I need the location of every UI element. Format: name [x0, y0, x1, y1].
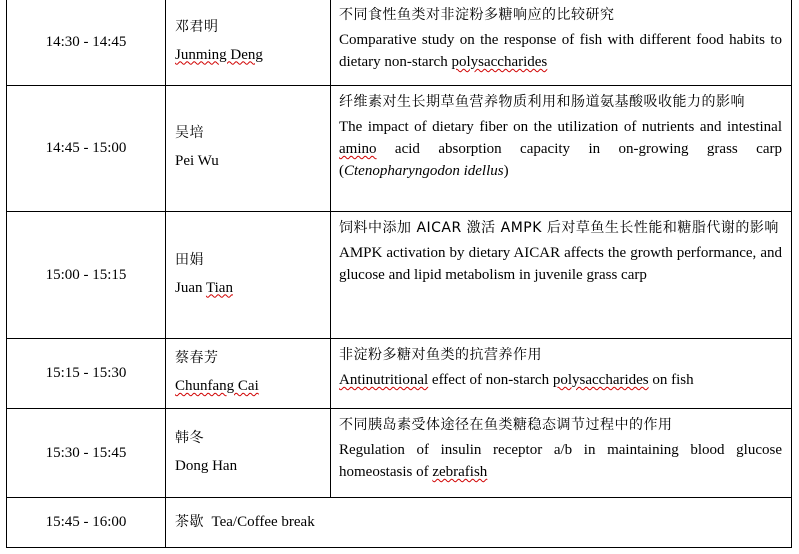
break-label [166, 498, 792, 548]
spellcheck-word: polysaccharides [451, 54, 548, 70]
speaker-name-zh: 邓君明 [175, 18, 219, 35]
talk-title-zh: 饲料中添加 AICAR 激活 AMPK 后对草鱼生长性能和糖脂代谢的影响 [339, 220, 779, 236]
break-label-zh: 茶歇 [175, 514, 204, 530]
speaker-cell [166, 339, 331, 409]
talk-title-en: Antinutritional effect of non-starch polysaccharides on fish [339, 372, 694, 388]
talk-title-en: Comparative study on the response of fish with different food habits to dietary non-starch polysaccharides [339, 32, 782, 70]
table-row [7, 86, 792, 212]
talk-cell [331, 0, 792, 86]
speaker-name-zh: 田娟 [175, 251, 204, 268]
break-row [7, 498, 792, 548]
speaker-cell [166, 409, 331, 498]
speaker-name-en: Pei Wu [175, 153, 219, 169]
speaker-name-en: Chunfang Cai [175, 378, 259, 394]
time-slot: 15:30 - 15:45 [7, 409, 166, 498]
talk-title-zh: 纤维素对生长期草鱼营养物质利用和肠道氨基酸吸收能力的影响 [339, 94, 745, 110]
speaker-cell [166, 212, 331, 339]
time-slot: 14:30 - 14:45 [7, 0, 166, 86]
time-slot: 15:00 - 15:15 [7, 212, 166, 339]
time-slot: 15:45 - 16:00 [7, 498, 166, 548]
speaker-name-en: Juan Tian [175, 279, 233, 296]
talk-title-en: The impact of dietary fiber on the utilization of nutrients and intestinal amino acid absorption capacity in on-growing grass carp (Ctenopharyngodon idellus) [339, 119, 782, 179]
speaker-name-en: Dong Han [175, 457, 238, 474]
talk-title-zh: 不同胰岛素受体途径在鱼类糖稳态调节过程中的作用 [339, 417, 673, 433]
talk-title-zh: 不同食性鱼类对非淀粉多糖响应的比较研究 [339, 7, 615, 23]
talk-title-zh: 非淀粉多糖对鱼类的抗营养作用 [339, 347, 542, 363]
speaker-cell [166, 0, 331, 86]
table-row [7, 409, 792, 498]
talk-cell [331, 86, 792, 212]
talk-title-en: AMPK activation by dietary AICAR affects the growth performance, and glucose and lipid metabolism in juvenile grass carp [339, 245, 782, 283]
break-label-en: Tea/Coffee break [211, 514, 315, 530]
speaker-name-zh: 蔡春芳 [175, 350, 219, 366]
species-name: Ctenopharyngodon idellus [344, 163, 504, 179]
talk-cell [331, 212, 792, 339]
table-row [7, 0, 792, 86]
spellcheck-word: amino [339, 141, 377, 157]
speaker-name-en: Junming Deng [175, 46, 263, 63]
time-slot: 14:45 - 15:00 [7, 86, 166, 212]
table-row [7, 212, 792, 339]
speaker-cell [166, 86, 331, 212]
table-row [7, 339, 792, 409]
talk-cell [331, 339, 792, 409]
schedule-table [6, 0, 792, 548]
speaker-name-zh: 吴培 [175, 125, 204, 141]
time-slot: 15:15 - 15:30 [7, 339, 166, 409]
talk-cell [331, 409, 792, 498]
talk-title-en: Regulation of insulin receptor a/b in maintaining blood glucose homeostasis of zebrafish [339, 442, 782, 480]
speaker-name-zh: 韩冬 [175, 429, 204, 446]
